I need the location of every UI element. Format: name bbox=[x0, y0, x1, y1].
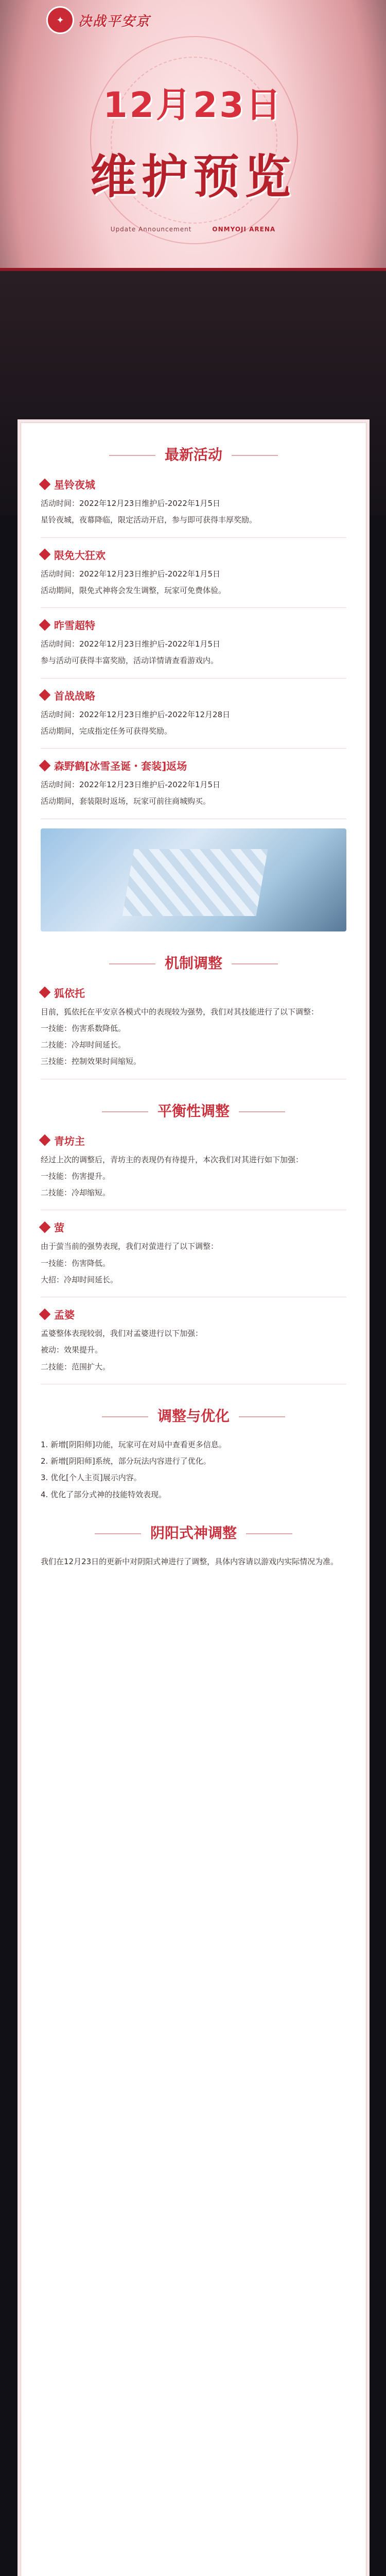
new-activity-item-line: 活动时间：2022年12月23日维护后-2022年12月28日 bbox=[41, 709, 231, 719]
balance-item-title: 青坊主 bbox=[54, 1134, 85, 1147]
balance-item-head bbox=[41, 1133, 346, 1148]
game-logo bbox=[46, 6, 150, 34]
mechanic-item-body bbox=[41, 1005, 346, 1069]
mechanic-item-line: 目前，狐依托在平安京各模式中的表现较为强势，我们对其技能进行了以下调整： bbox=[41, 1007, 319, 1016]
new-activity-item-body bbox=[41, 637, 346, 668]
new-activity-item-head bbox=[41, 688, 346, 703]
new-activity-item bbox=[21, 547, 366, 598]
event-screenshot bbox=[41, 828, 346, 931]
hero-sub-right: ONMYOJI ARENA bbox=[212, 226, 276, 233]
mechanic-item-line: 三技能：控制效果时间缩短。 bbox=[41, 1057, 142, 1066]
new-activity-item-title: 首战战略 bbox=[54, 689, 95, 702]
new-activity-item bbox=[21, 688, 366, 738]
content-card bbox=[21, 422, 366, 2576]
new-activity-item-line: 活动期间，限免式神将会发生调整，玩家可免费体验。 bbox=[41, 585, 226, 595]
balance-item-body bbox=[41, 1153, 346, 1200]
new-activity-item-line: 活动时间：2022年12月23日维护后-2022年1月5日 bbox=[41, 780, 221, 789]
mechanic-list bbox=[21, 985, 366, 1079]
balance-item-line: 被动：效果提升。 bbox=[41, 1345, 103, 1355]
logo-emblem-icon: ✦ bbox=[46, 6, 74, 34]
balance-item-line: 二技能：范围扩大。 bbox=[41, 1362, 111, 1371]
new-activity-item-line: 活动期间，套装限时返场，玩家可前往商城购买。 bbox=[41, 796, 211, 806]
mechanic-item-line: 一技能：伤害系数降低。 bbox=[41, 1023, 126, 1033]
hero-sub-left: Update Announcement bbox=[110, 226, 192, 233]
balance-item-line: 一技能：伤害降低。 bbox=[41, 1258, 111, 1268]
new-activity-item-line: 星铃夜城，夜幕降临，限定活动开启，参与即可获得丰厚奖励。 bbox=[41, 515, 257, 525]
balance-item-body bbox=[41, 1240, 346, 1286]
balance-item-line: 由于萤当前的强势表现，我们对萤进行了以下调整： bbox=[41, 1242, 219, 1251]
new-activity-item-title: 昨雪超特 bbox=[54, 619, 95, 632]
balance-item-head bbox=[41, 1307, 346, 1321]
optimize-line: 3. 优化[个人主页]展示内容。 bbox=[41, 1473, 142, 1483]
new-activity-item bbox=[21, 758, 366, 808]
section-title-optimize: 调整与优化 bbox=[21, 1405, 366, 1426]
diamond-bullet-icon bbox=[39, 759, 51, 771]
optimize-line: 1. 新增[阴阳师]功能，玩家可在对局中查看更多信息。 bbox=[41, 1439, 226, 1449]
new-activity-item bbox=[21, 617, 366, 668]
new-activities-list bbox=[21, 477, 366, 819]
balance-item-head bbox=[41, 1219, 346, 1234]
new-activity-item-line: 活动时间：2022年12月23日维护后-2022年1月5日 bbox=[41, 639, 221, 649]
new-activity-item-head bbox=[41, 758, 346, 773]
optimize-line: 4. 优化了部分式神的技能特效表现。 bbox=[41, 1489, 167, 1499]
diamond-bullet-icon bbox=[39, 619, 51, 631]
new-activity-item-line: 活动时间：2022年12月23日维护后-2022年1月5日 bbox=[41, 569, 221, 579]
diamond-bullet-icon bbox=[39, 478, 51, 490]
new-activity-item-title: 限免大狂欢 bbox=[54, 549, 106, 562]
optimize-line: 2. 新增[阴阳师]系统，部分玩法内容进行了优化。 bbox=[41, 1456, 211, 1466]
section-title-balance: 平衡性调整 bbox=[21, 1100, 366, 1121]
balance-item-line: 大招：冷却时间延长。 bbox=[41, 1275, 118, 1284]
new-activity-item-body bbox=[41, 708, 346, 738]
balance-item bbox=[21, 1307, 366, 1374]
new-activity-item-line: 参与活动可获得丰富奖励，活动详情请查看游戏内。 bbox=[41, 656, 219, 666]
diamond-bullet-icon bbox=[39, 1221, 51, 1233]
diamond-bullet-icon bbox=[39, 689, 51, 701]
section-title-new: 最新活动 bbox=[21, 444, 366, 464]
divider bbox=[41, 537, 346, 538]
game-board-image bbox=[122, 849, 268, 916]
hero-title: 维护预览 bbox=[90, 149, 296, 204]
divider bbox=[41, 678, 346, 679]
new-activity-item-body bbox=[41, 567, 346, 598]
balance-item-line: 孟婆整体表现较弱，我们对孟婆进行以下加强： bbox=[41, 1329, 203, 1338]
mechanic-item-line: 二技能：冷却时间延长。 bbox=[41, 1040, 126, 1049]
divider bbox=[41, 607, 346, 608]
optimize-list bbox=[41, 1438, 346, 1501]
new-activity-item-title: 森野鹤[冰雪圣诞・套装]返场 bbox=[54, 760, 187, 772]
optimize-block bbox=[21, 1438, 366, 1501]
accent-stripe bbox=[0, 268, 386, 271]
balance-list bbox=[21, 1133, 366, 1384]
balance-item-line: 一技能：伤害提升。 bbox=[41, 1171, 111, 1181]
yinyang-block bbox=[21, 1555, 366, 1568]
logo-text: 决战平安京 bbox=[78, 13, 151, 29]
hero-subline bbox=[0, 226, 386, 233]
new-activity-item-head bbox=[41, 477, 346, 492]
new-activity-item-title: 星铃夜城 bbox=[54, 479, 95, 491]
diamond-bullet-icon bbox=[39, 1308, 51, 1320]
new-activity-item-line: 活动期间，完成指定任务可获得奖励。 bbox=[41, 726, 172, 736]
new-activity-item-head bbox=[41, 617, 346, 632]
balance-item-line: 经过上次的调整后，青坊主的表现仍有待提升，本次我们对其进行如下加强： bbox=[41, 1155, 304, 1164]
section-title-mechanic: 机制调整 bbox=[21, 952, 366, 973]
new-activity-item-body bbox=[41, 778, 346, 808]
mechanic-item bbox=[21, 985, 366, 1069]
divider bbox=[41, 748, 346, 749]
diamond-bullet-icon bbox=[39, 549, 51, 561]
balance-item-title: 萤 bbox=[54, 1222, 64, 1234]
balance-item bbox=[21, 1219, 366, 1286]
yinyang-text: 我们在12月23日的更新中对阴阳式神进行了调整，具体内容请以游戏内实际情况为准。 bbox=[41, 1556, 339, 1566]
balance-item-title: 孟婆 bbox=[54, 1309, 75, 1321]
hero-date: 12月23日 bbox=[103, 85, 283, 126]
mechanic-item-title: 狐依托 bbox=[54, 987, 85, 999]
section-title-yinyang: 阴阳式神调整 bbox=[21, 1522, 366, 1543]
new-activity-item-line: 活动时间：2022年12月23日维护后-2022年1月5日 bbox=[41, 499, 221, 508]
diamond-bullet-icon bbox=[39, 1134, 51, 1146]
mechanic-item-head bbox=[41, 985, 346, 1000]
balance-item-body bbox=[41, 1327, 346, 1374]
diamond-bullet-icon bbox=[39, 987, 51, 998]
new-activity-item bbox=[21, 477, 366, 527]
new-activity-item-body bbox=[41, 497, 346, 527]
balance-item-line: 二技能：冷却缩短。 bbox=[41, 1188, 111, 1197]
new-activity-item-head bbox=[41, 547, 346, 562]
balance-item bbox=[21, 1133, 366, 1200]
